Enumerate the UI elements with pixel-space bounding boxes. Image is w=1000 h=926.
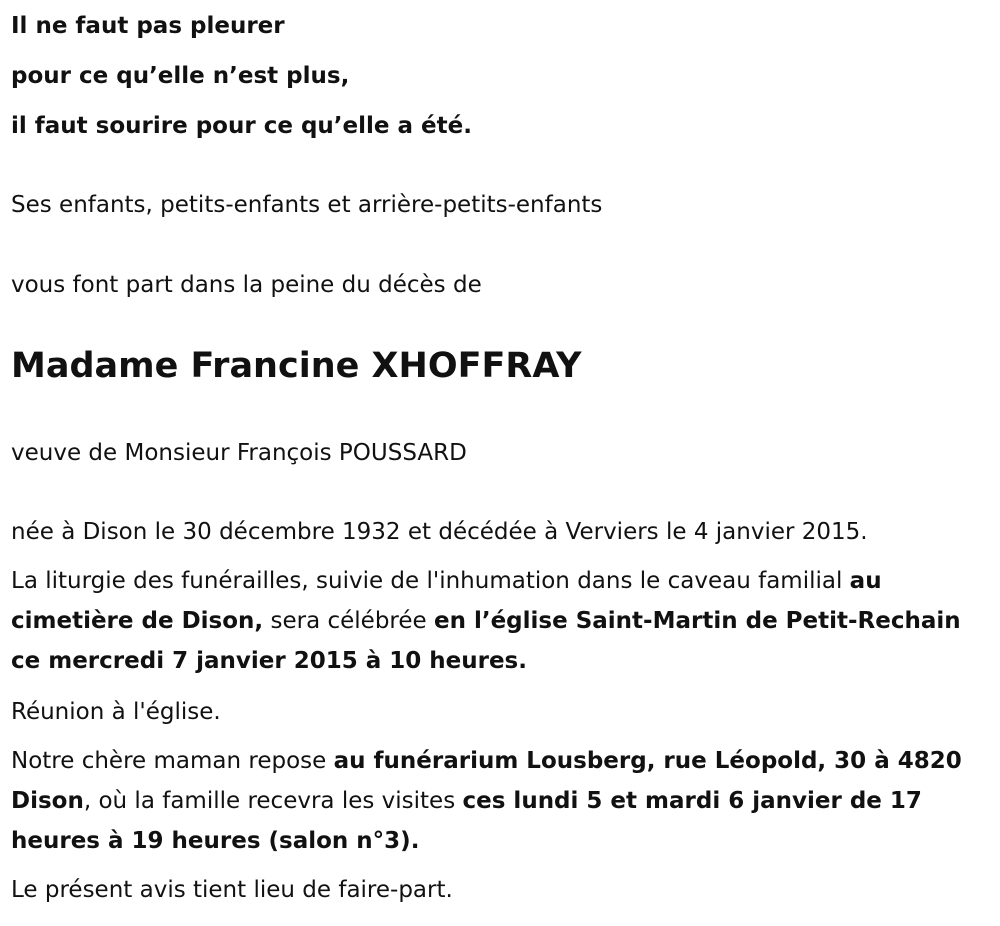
closing-line: Le présent avis tient lieu de faire-part. [11, 877, 453, 903]
birth-death-line: née à Dison le 30 décembre 1932 et décédée à Verviers le 4 janvier 2015. [11, 519, 868, 545]
liturgy-church-date: en l’église Saint-Martin de Petit-Rechain ce mercredi 7 janvier 2015 à 10 heures. [11, 608, 961, 674]
deceased-name: Madame Francine XHOFFRAY [11, 346, 582, 386]
liturgy-text-1: La liturgie des funérailles, suivie de l'inhumation dans le caveau familial [11, 568, 850, 594]
rest-text-2: , où la famille recevra les visites [83, 788, 463, 814]
widow-of-line: veuve de Monsieur François POUSSARD [11, 440, 467, 466]
family-line: Ses enfants, petits-enfants et arrière-petits-enfants [11, 192, 603, 218]
announcement-line: vous font part dans la peine du décès de [11, 272, 482, 298]
liturgy-cemetery: au cimetière de Dison, [11, 568, 882, 634]
reunion-line: Réunion à l'église. [11, 699, 221, 725]
rest-visiting-hours: ces lundi 5 et mardi 6 janvier de 17 heures à 19 heures (salon n°3). [11, 788, 922, 854]
rest-funeral-home: au funérarium Lousberg, rue Léopold, 30 à 4820 Dison [11, 748, 962, 814]
poem-line-3: il faut sourire pour ce qu’elle a été. [11, 113, 472, 139]
liturgy-text-2: sera célébrée [263, 608, 434, 634]
poem-line-1: Il ne faut pas pleurer [11, 13, 285, 39]
rest-paragraph [11, 741, 986, 861]
liturgy-paragraph [11, 561, 986, 681]
poem-line-2: pour ce qu’elle n’est plus, [11, 63, 350, 89]
rest-text-1: Notre chère maman repose [11, 748, 334, 774]
